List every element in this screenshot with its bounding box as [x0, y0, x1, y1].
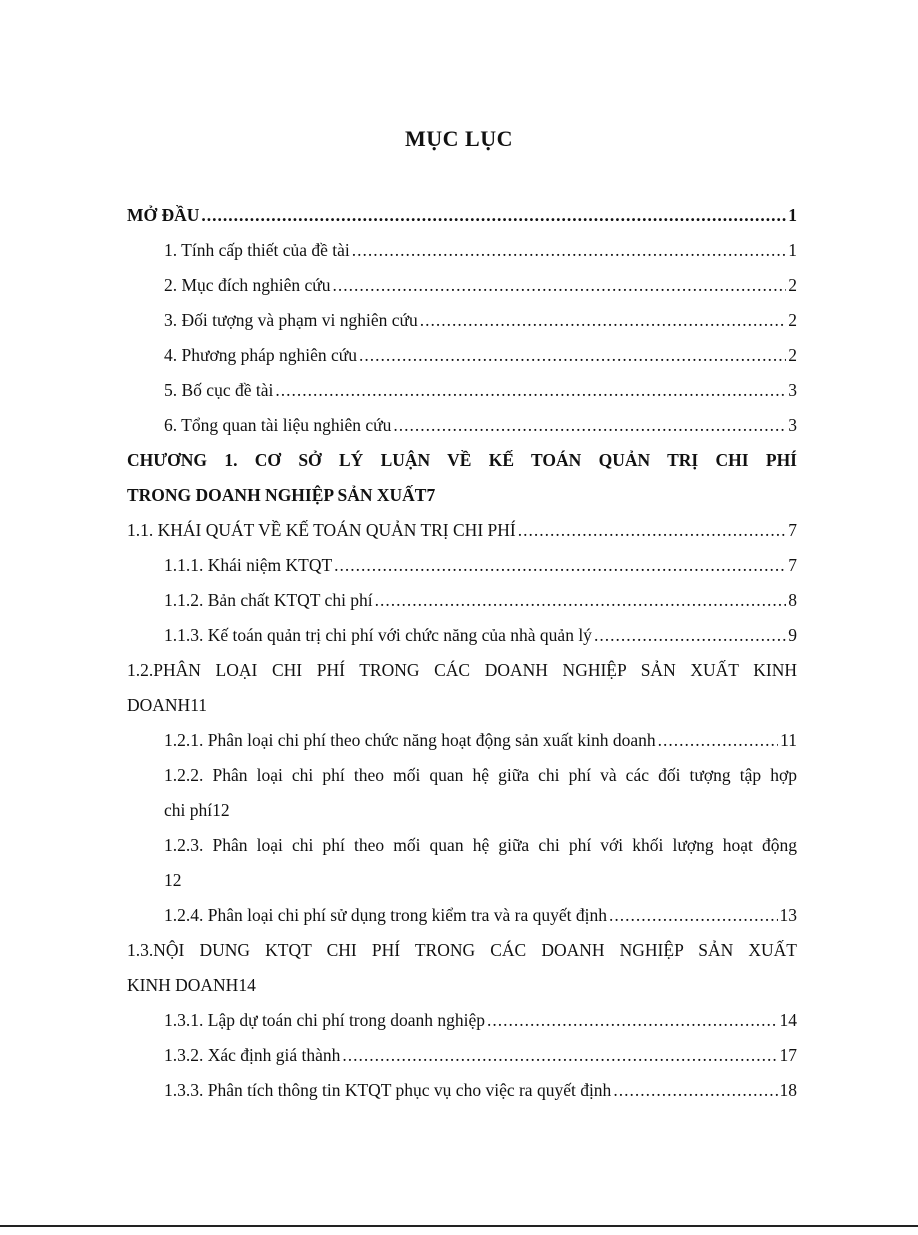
toc-label: 1.3.1. Lập dự toán chi phí trong doanh nghiệp [164, 1010, 486, 1030]
toc-page-number: 12 [212, 800, 230, 820]
dot-leader [334, 548, 786, 583]
toc-page-number: 14 [238, 975, 256, 995]
toc-label-line-1: 1.2.3. Phân loại chi phí theo mối quan hệ giữa chi phí với khối lượng hoạt động [164, 835, 797, 855]
toc-label-line-2: DOANH [127, 695, 191, 715]
toc-label-line-1: 1.3.NỘI DUNG KTQT CHI PHÍ TRONG CÁC DOANH NGHIỆP SẢN XUẤT [127, 940, 797, 960]
page-title: MỤC LỤC [405, 126, 513, 151]
dot-leader [487, 1003, 777, 1038]
toc-label-line-1: CHƯƠNG 1. CƠ SỞ LÝ LUẬN VỀ KẾ TOÁN QUẢN TRỊ CHI PHÍ [127, 450, 797, 470]
toc-page-number: 14 [779, 1010, 797, 1030]
dot-leader [658, 723, 779, 758]
toc-label: 3. Đối tượng và phạm vi nghiên cứu [164, 310, 418, 330]
toc-page-number: 2 [788, 310, 797, 330]
toc-page-number: 18 [779, 1080, 797, 1100]
dot-leader [594, 618, 786, 653]
toc-label-line-2: KINH DOANH [127, 975, 239, 995]
toc-label: 1.2.1. Phân loại chi phí theo chức năng hoạt động sản xuất kinh doanh [164, 730, 656, 750]
toc-entry[interactable] [127, 303, 797, 338]
toc-entry-section[interactable] [127, 653, 797, 723]
toc-entry-section[interactable] [127, 513, 797, 548]
toc-label: 5. Bố cục đề tài [164, 380, 274, 400]
dot-leader [393, 408, 786, 443]
toc-label: 1. Tính cấp thiết của đề tài [164, 240, 350, 260]
toc-page-number: 1 [788, 205, 797, 225]
dot-leader [359, 338, 786, 373]
toc-label: 4. Phương pháp nghiên cứu [164, 345, 357, 365]
toc-entry[interactable] [127, 758, 797, 828]
toc-label: 1.1.3. Kế toán quản trị chi phí với chức năng của nhà quản lý [164, 625, 592, 645]
toc-label: 1.1.1. Khái niệm KTQT [164, 555, 333, 575]
dot-leader [518, 513, 787, 548]
dot-leader [201, 198, 786, 233]
toc-page-number: 3 [788, 415, 797, 435]
dot-leader [352, 233, 786, 268]
toc-label: 6. Tổng quan tài liệu nghiên cứu [164, 415, 392, 435]
toc-page-number: 11 [190, 695, 208, 715]
dot-leader [375, 583, 787, 618]
toc-label: 1.3.2. Xác định giá thành [164, 1045, 341, 1065]
toc-entry-chapter-1[interactable] [127, 443, 797, 513]
toc-page-number: 11 [780, 730, 797, 750]
dot-leader [609, 898, 777, 933]
dot-leader [613, 1073, 777, 1108]
toc-page-number: 9 [788, 625, 797, 645]
toc-page-number: 13 [779, 905, 797, 925]
toc-page-number: 1 [788, 240, 797, 260]
toc-entry[interactable] [127, 1073, 797, 1108]
toc-page-number: 2 [788, 275, 797, 295]
bottom-border-line [0, 1225, 918, 1227]
dot-leader [332, 268, 786, 303]
toc-label-line-2: chi phí [164, 800, 213, 820]
toc-page-number: 3 [788, 380, 797, 400]
toc-entry-mo-dau[interactable] [127, 198, 797, 233]
toc-entry[interactable] [127, 618, 797, 653]
toc-label-line-1: 1.2.2. Phân loại chi phí theo mối quan hệ giữa chi phí và các đối tượng tập hợp [164, 765, 797, 785]
toc-page-number: 7 [788, 520, 797, 540]
toc-entry[interactable] [127, 268, 797, 303]
toc-entry[interactable] [127, 1003, 797, 1038]
toc-page-number: 7 [426, 485, 436, 505]
toc-entry-section[interactable] [127, 933, 797, 1003]
toc-page-number: 7 [788, 555, 797, 575]
toc-page-number: 2 [788, 345, 797, 365]
toc-label: 1.1.2. Bản chất KTQT chi phí [164, 590, 373, 610]
toc-entry[interactable] [127, 233, 797, 268]
toc-label: 2. Mục đích nghiên cứu [164, 275, 331, 295]
toc-label-line-2: TRONG DOANH NGHIỆP SẢN XUẤT [127, 485, 427, 505]
toc-entry[interactable] [127, 373, 797, 408]
toc-label: 1.1. KHÁI QUÁT VỀ KẾ TOÁN QUẢN TRỊ CHI PHÍ [127, 520, 516, 540]
toc-entry[interactable] [127, 583, 797, 618]
toc-entry[interactable] [127, 338, 797, 373]
dot-leader [420, 303, 787, 338]
dot-leader [275, 373, 786, 408]
toc-page-number: 17 [779, 1045, 797, 1065]
toc-entry[interactable] [127, 548, 797, 583]
toc-label-line-1: 1.2.PHÂN LOẠI CHI PHÍ TRONG CÁC DOANH NGHIỆP SẢN XUẤT KINH [127, 660, 797, 680]
toc-entry[interactable] [127, 723, 797, 758]
table-of-contents [127, 198, 797, 1108]
toc-label: 1.2.4. Phân loại chi phí sử dụng trong kiểm tra và ra quyết định [164, 905, 608, 925]
toc-page-number: 8 [788, 590, 797, 610]
toc-page-number: 12 [164, 870, 182, 890]
toc-entry[interactable] [127, 898, 797, 933]
toc-entry[interactable] [127, 1038, 797, 1073]
toc-entry[interactable] [127, 828, 797, 898]
toc-label: 1.3.3. Phân tích thông tin KTQT phục vụ cho việc ra quyết định [164, 1080, 612, 1100]
toc-entry[interactable] [127, 408, 797, 443]
toc-label: MỞ ĐẦU [127, 205, 200, 225]
dot-leader [342, 1038, 777, 1073]
